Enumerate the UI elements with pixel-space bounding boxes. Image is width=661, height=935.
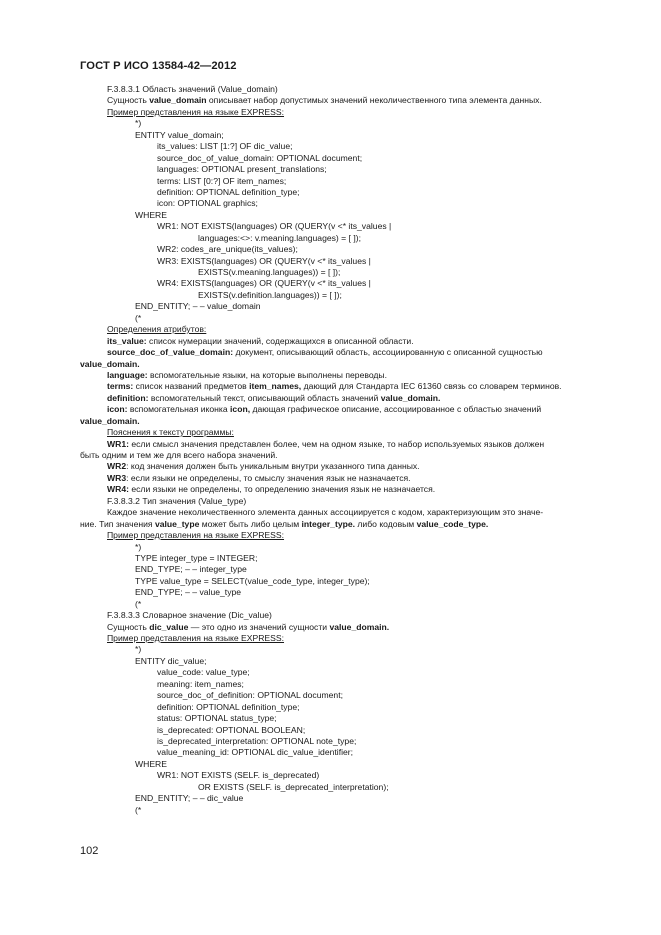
underlined-heading: Пояснения к тексту программы: [107, 427, 234, 438]
underlined-heading: Определения атрибутов: [107, 324, 207, 335]
underlined-heading: Пример представления на языке EXPRESS: [107, 106, 285, 117]
text-line [0, 370, 661, 381]
text-line [0, 301, 661, 312]
bold-term: value_domain [149, 95, 207, 106]
text-line [0, 210, 661, 221]
text-line [0, 690, 661, 701]
text-line [0, 267, 661, 278]
text-run: icon: OPTIONAL graphics; [157, 198, 258, 209]
text-run: END_ENTITY; – – dic_value [135, 793, 244, 804]
text-run: EXISTS(v.meaning.languages)) = [ ]); [198, 267, 341, 277]
text-line [0, 393, 661, 404]
text-run: is_deprecated_interpretation: OPTIONAL note_type; [157, 735, 357, 746]
text-line [0, 359, 661, 370]
text-line [0, 473, 661, 484]
text-run: описывает набор допустимых значений неколичественного типа элемента данных. [206, 95, 542, 106]
text-run: : если языки не определены, то смыслу значения язык не назначается. [126, 472, 411, 483]
bold-term: value_domain. [80, 358, 140, 369]
text-line [0, 736, 661, 747]
text-run: вспомогательный текст, описывающий область значений [148, 392, 381, 403]
text-line [0, 805, 661, 816]
bold-term: terms: [107, 381, 134, 392]
text-line [0, 519, 661, 530]
text-run: *) [135, 541, 142, 552]
bold-term: item_names, [249, 381, 302, 392]
text-run: WHERE [135, 209, 167, 220]
text-line [0, 770, 661, 781]
text-line [0, 542, 661, 553]
text-line [0, 381, 661, 392]
bold-term: value_type [154, 518, 200, 529]
text-line [0, 118, 661, 129]
text-run: source_doc_of_definition: OPTIONAL document; [157, 690, 343, 701]
text-line [0, 553, 661, 564]
text-line [0, 747, 661, 758]
text-run: OR EXISTS (SELF. is_deprecated_interpretation); [198, 781, 389, 792]
text-line [0, 507, 661, 518]
text-line [0, 347, 661, 358]
text-run: END_TYPE; – – value_type [135, 587, 242, 598]
text-line [0, 187, 661, 198]
text-line [0, 164, 661, 175]
text-run: может быть либо целым [199, 518, 302, 529]
text-line [0, 644, 661, 655]
text-line [0, 427, 661, 438]
text-line [0, 713, 661, 724]
text-run: ENTITY dic_value; [135, 655, 207, 666]
text-run: — это одно из значений сущности [188, 621, 330, 632]
text-run: дающая графическое описание, ассоциированное с областью значений [250, 404, 542, 415]
bold-term: icon, [230, 404, 251, 415]
text-run: Сущность [107, 95, 150, 106]
text-run: F.3.8.3.2 Тип значения (Value_type) [107, 495, 247, 506]
text-run: Каждое значение неколичественного элемента данных ассоциируется с кодом, характеризующим это значе- [107, 507, 544, 518]
text-run: meaning: item_names; [157, 678, 244, 689]
text-line [0, 141, 661, 152]
text-run: вспомогательная иконка [127, 404, 231, 415]
text-line [0, 324, 661, 335]
text-line [0, 782, 661, 793]
text-run: END_ENTITY; – – value_domain [135, 301, 261, 312]
bold-term: integer_type. [301, 518, 356, 529]
text-line [0, 576, 661, 587]
text-run: WR1: NOT EXISTS(languages) OR (QUERY(v <* its_values | [157, 221, 392, 232]
text-run: TYPE value_type = SELECT(value_code_type, integer_type); [135, 575, 370, 586]
text-run: status: OPTIONAL status_type; [157, 713, 277, 724]
text-line [0, 313, 661, 324]
text-run: Сущность [107, 621, 150, 632]
bold-term: dic_value [149, 621, 189, 632]
text-run: ENTITY value_domain; [135, 129, 224, 140]
text-line [0, 633, 661, 644]
text-line [0, 656, 661, 667]
text-run: WHERE [135, 758, 167, 769]
document-body [0, 84, 661, 816]
text-run: source_doc_of_value_domain: OPTIONAL document; [157, 152, 363, 163]
text-run: ние. Тип значения [80, 518, 155, 529]
text-line [0, 461, 661, 472]
text-run: (* [135, 598, 142, 609]
text-run: definition: OPTIONAL definition_type; [157, 701, 300, 712]
text-run: WR4: EXISTS(languages) OR (QUERY(v <* its_values | [157, 278, 371, 289]
text-run: быть одним и тем же для всего набора значений. [80, 450, 278, 460]
text-run: *) [135, 644, 142, 655]
document-header: ГОСТ Р ИСО 13584-42—2012 [80, 60, 237, 72]
text-run: value_code: value_type; [157, 667, 250, 678]
bold-term: icon: [107, 404, 128, 415]
text-run: terms: LIST [0:?] OF item_names; [157, 175, 287, 186]
underlined-heading: Пример представления на языке EXPRESS: [107, 530, 285, 541]
text-line [0, 439, 661, 450]
text-run: если смысл значения представлен более, чем на одном языке, то набор используемых языков должен [128, 438, 545, 449]
text-line [0, 95, 661, 106]
text-line [0, 530, 661, 541]
text-run: : код значения должен быть уникальным внутри указанного типа данных. [126, 461, 420, 472]
text-run: TYPE integer_type = INTEGER; [135, 552, 258, 563]
text-line [0, 679, 661, 690]
text-run: languages: OPTIONAL present_translations; [157, 164, 327, 175]
page-number: 102 [80, 845, 99, 857]
text-run: END_TYPE; – – integer_type [135, 564, 247, 575]
text-run: is_deprecated: OPTIONAL BOOLEAN; [157, 724, 306, 735]
text-run: WR1: NOT EXISTS (SELF. is_deprecated) [157, 770, 320, 781]
bold-term: definition: [107, 392, 149, 403]
text-run: WR3: EXISTS(languages) OR (QUERY(v <* its_values | [157, 255, 371, 266]
text-line [0, 564, 661, 575]
text-run: (* [135, 804, 142, 815]
text-line [0, 667, 661, 678]
text-run: F.3.8.3.3 Словарное значение (Dic_value) [107, 610, 272, 621]
text-run: F.3.8.3.1 Область значений (Value_domain) [107, 84, 278, 94]
text-line [0, 404, 661, 415]
text-line [0, 290, 661, 301]
bold-term: WR1: [107, 438, 129, 449]
text-run: its_values: LIST [1:?] OF dic_value; [157, 141, 293, 152]
text-line [0, 759, 661, 770]
text-line [0, 278, 661, 289]
text-run: список нумерации значений, содержащихся в описанной области. [146, 335, 414, 346]
text-line [0, 416, 661, 427]
text-line [0, 702, 661, 713]
text-line [0, 610, 661, 621]
text-run: EXISTS(v.definition.languages)) = [ ]); [198, 289, 342, 300]
text-line [0, 450, 661, 461]
text-line [0, 622, 661, 633]
bold-term: WR4: [107, 484, 129, 495]
text-run: дающий для Стандарта IEC 61360 связь со словарем терминов. [301, 381, 562, 392]
bold-term: language: [107, 369, 148, 380]
bold-term: value_domain. [380, 392, 441, 403]
text-line [0, 256, 661, 267]
text-run: вспомогательные языки, на которые выполнены переводы. [147, 369, 387, 380]
text-line [0, 587, 661, 598]
underlined-heading: Пример представления на языке EXPRESS: [107, 633, 285, 643]
text-line [0, 198, 661, 209]
text-line [0, 793, 661, 804]
text-run: languages:<>: v.meaning.languages) = [ ]); [198, 232, 361, 243]
text-line [0, 336, 661, 347]
text-line [0, 153, 661, 164]
text-line [0, 496, 661, 507]
bold-term: WR3 [107, 472, 127, 483]
bold-term: WR2 [107, 461, 127, 472]
text-run: документ, описывающий область, ассоциированную с описанной сущностью [233, 347, 543, 358]
bold-term: source_doc_of_value_domain: [107, 347, 234, 358]
text-run: definition: OPTIONAL definition_type; [157, 186, 300, 197]
text-line [0, 107, 661, 118]
text-line [0, 244, 661, 255]
text-run: (* [135, 312, 142, 323]
text-run: либо кодовым [355, 518, 417, 529]
text-run: value_meaning_id: OPTIONAL dic_value_identifier; [157, 747, 354, 758]
bold-term: value_domain. [80, 415, 140, 426]
text-run: WR2: codes_are_unique(its_values); [157, 244, 298, 255]
text-line [0, 84, 661, 95]
text-line [0, 725, 661, 736]
bold-term: its_value: [107, 335, 147, 346]
text-run: если языки не определены, то определению значения язык не назначается. [128, 484, 436, 495]
text-line [0, 176, 661, 187]
text-line [0, 599, 661, 610]
bold-term: value_code_type. [416, 518, 489, 529]
text-run: *) [135, 118, 142, 129]
bold-term: value_domain. [329, 621, 390, 632]
text-line [0, 484, 661, 495]
text-line [0, 221, 661, 232]
text-line [0, 233, 661, 244]
text-run: список названий предметов [133, 381, 250, 392]
text-line [0, 130, 661, 141]
